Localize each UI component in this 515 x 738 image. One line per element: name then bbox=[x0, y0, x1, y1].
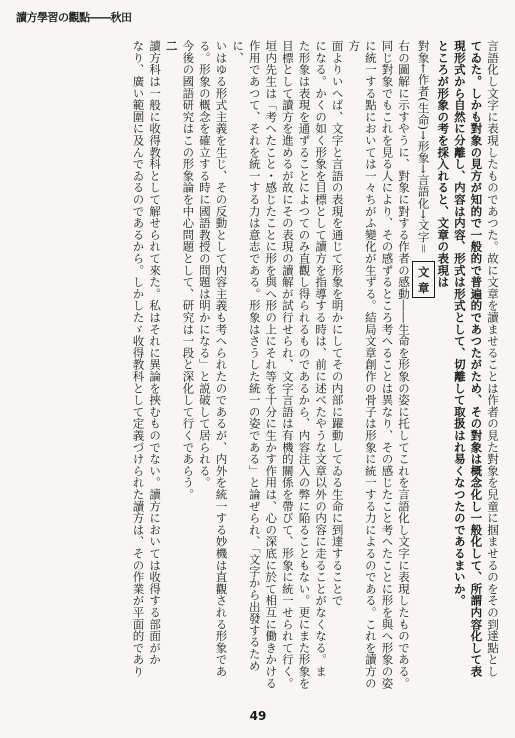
running-head bbox=[16, 12, 146, 24]
paragraph: 言語化し文字に表現したものであつた。故に文章を讀ませることは作者の見た對象を兒童に掴ませるのをその到達點とし bbox=[486, 40, 500, 678]
formula-chain: 對象←作者(生命)→形象→言語化→文字 bbox=[416, 40, 431, 243]
paragraph: 右の圖解に示すやうに、對象に對する作者の感動――生命を形象の姿に托してこれを言語化し文字に表現したものである。 bbox=[397, 40, 412, 689]
running-head-dash: ―― bbox=[89, 11, 111, 24]
paragraph: 同じ對象でもこれを見る人により、その感ずるところ考へることは異なり、その感じたこと考へたことに形を與へ形象の姿 bbox=[380, 40, 395, 689]
paragraph: 目標として讀方を進めるが故にその表現の讀解が試行せられ、文字言語は有機的關係を帶びて、形象に統一せられて行く。 bbox=[280, 40, 295, 689]
paragraph: に統一する點においては一々ちがふ變化が生ずる。結局文章創作の骨子は形象に統一する力によるのである。これを讀方の方 bbox=[347, 40, 378, 689]
paragraph: 現形式から自然に分離し、内容は内容、形式は形式として、切離して取扱はれ易くなつたのであるまいか。 bbox=[452, 40, 467, 607]
paragraph: 面よりいへば、文字と言語の表現を通じて形象を明かにしてその内部に躍動してゐる生命に到達することで bbox=[330, 40, 345, 607]
running-head-author: 秋田 bbox=[110, 11, 132, 24]
paragraph: いはゆる形式主義を生じ、その反動として内容主義も考へられたのであるが、内外を統一する妙機は直觀される形象であ bbox=[214, 40, 229, 678]
formula-box-bunsho: 文 章 bbox=[412, 261, 435, 299]
paragraph: てゐた。しかも對象の見方が知的で一般的で普遍的であつたがため、その對象は概念化し一般化して、所謂内容化して表 bbox=[469, 40, 484, 678]
paragraph: になる。かくの如く形象を目標として讀方を指導する時は、前に述べたやうな文章以外の内容に走ることがなくなる。ま bbox=[314, 40, 329, 678]
paragraph: る。形象の概念を確立する時に國語教授の問題は明かになる」と説破して居られる。 bbox=[197, 40, 212, 489]
running-head-title: 讀方學習の觀點 bbox=[16, 11, 90, 24]
formula-equals: ＝ bbox=[416, 242, 431, 255]
page-number: 49 bbox=[249, 709, 267, 723]
section-numeral: 二 bbox=[164, 40, 179, 52]
paragraph: 今後の國語研究はこの形象論を中心問題として、研究は一段と深化して行くであらう。 bbox=[181, 40, 196, 501]
formula bbox=[412, 40, 435, 690]
paragraph: なり、廣い範圍に及んでゐるのであるから。しかしたゞ收得教科として定義づけられた讀方は、その作業が平面的であり bbox=[131, 40, 146, 678]
paragraph: 垣内先生は「考へたこと・感じたことに形を與へ形の上にそれ等を十分に生かす作用は、心の深底に於て相互に働きかける bbox=[264, 40, 279, 689]
paragraph: ところが形象の考を採入れると、文章の表現は bbox=[436, 40, 451, 288]
paragraph: 讀方科は一般に收得教科として解せられて來た。私はそれに異論を挾むものでない。讀方においては收得する部面がか bbox=[148, 40, 163, 666]
paragraph: た形象は表現を通ずることによつてのみ直觀し得られるものであるから、内容注入の弊に陥ることもない。更にまた形象を bbox=[297, 40, 312, 689]
body-text bbox=[13, 40, 501, 690]
paragraph: 作用であつて、それを統一する力は意志である。形象はさうした統一の姿である」と論ぜられ、「文字から出發するために、 bbox=[231, 40, 262, 672]
